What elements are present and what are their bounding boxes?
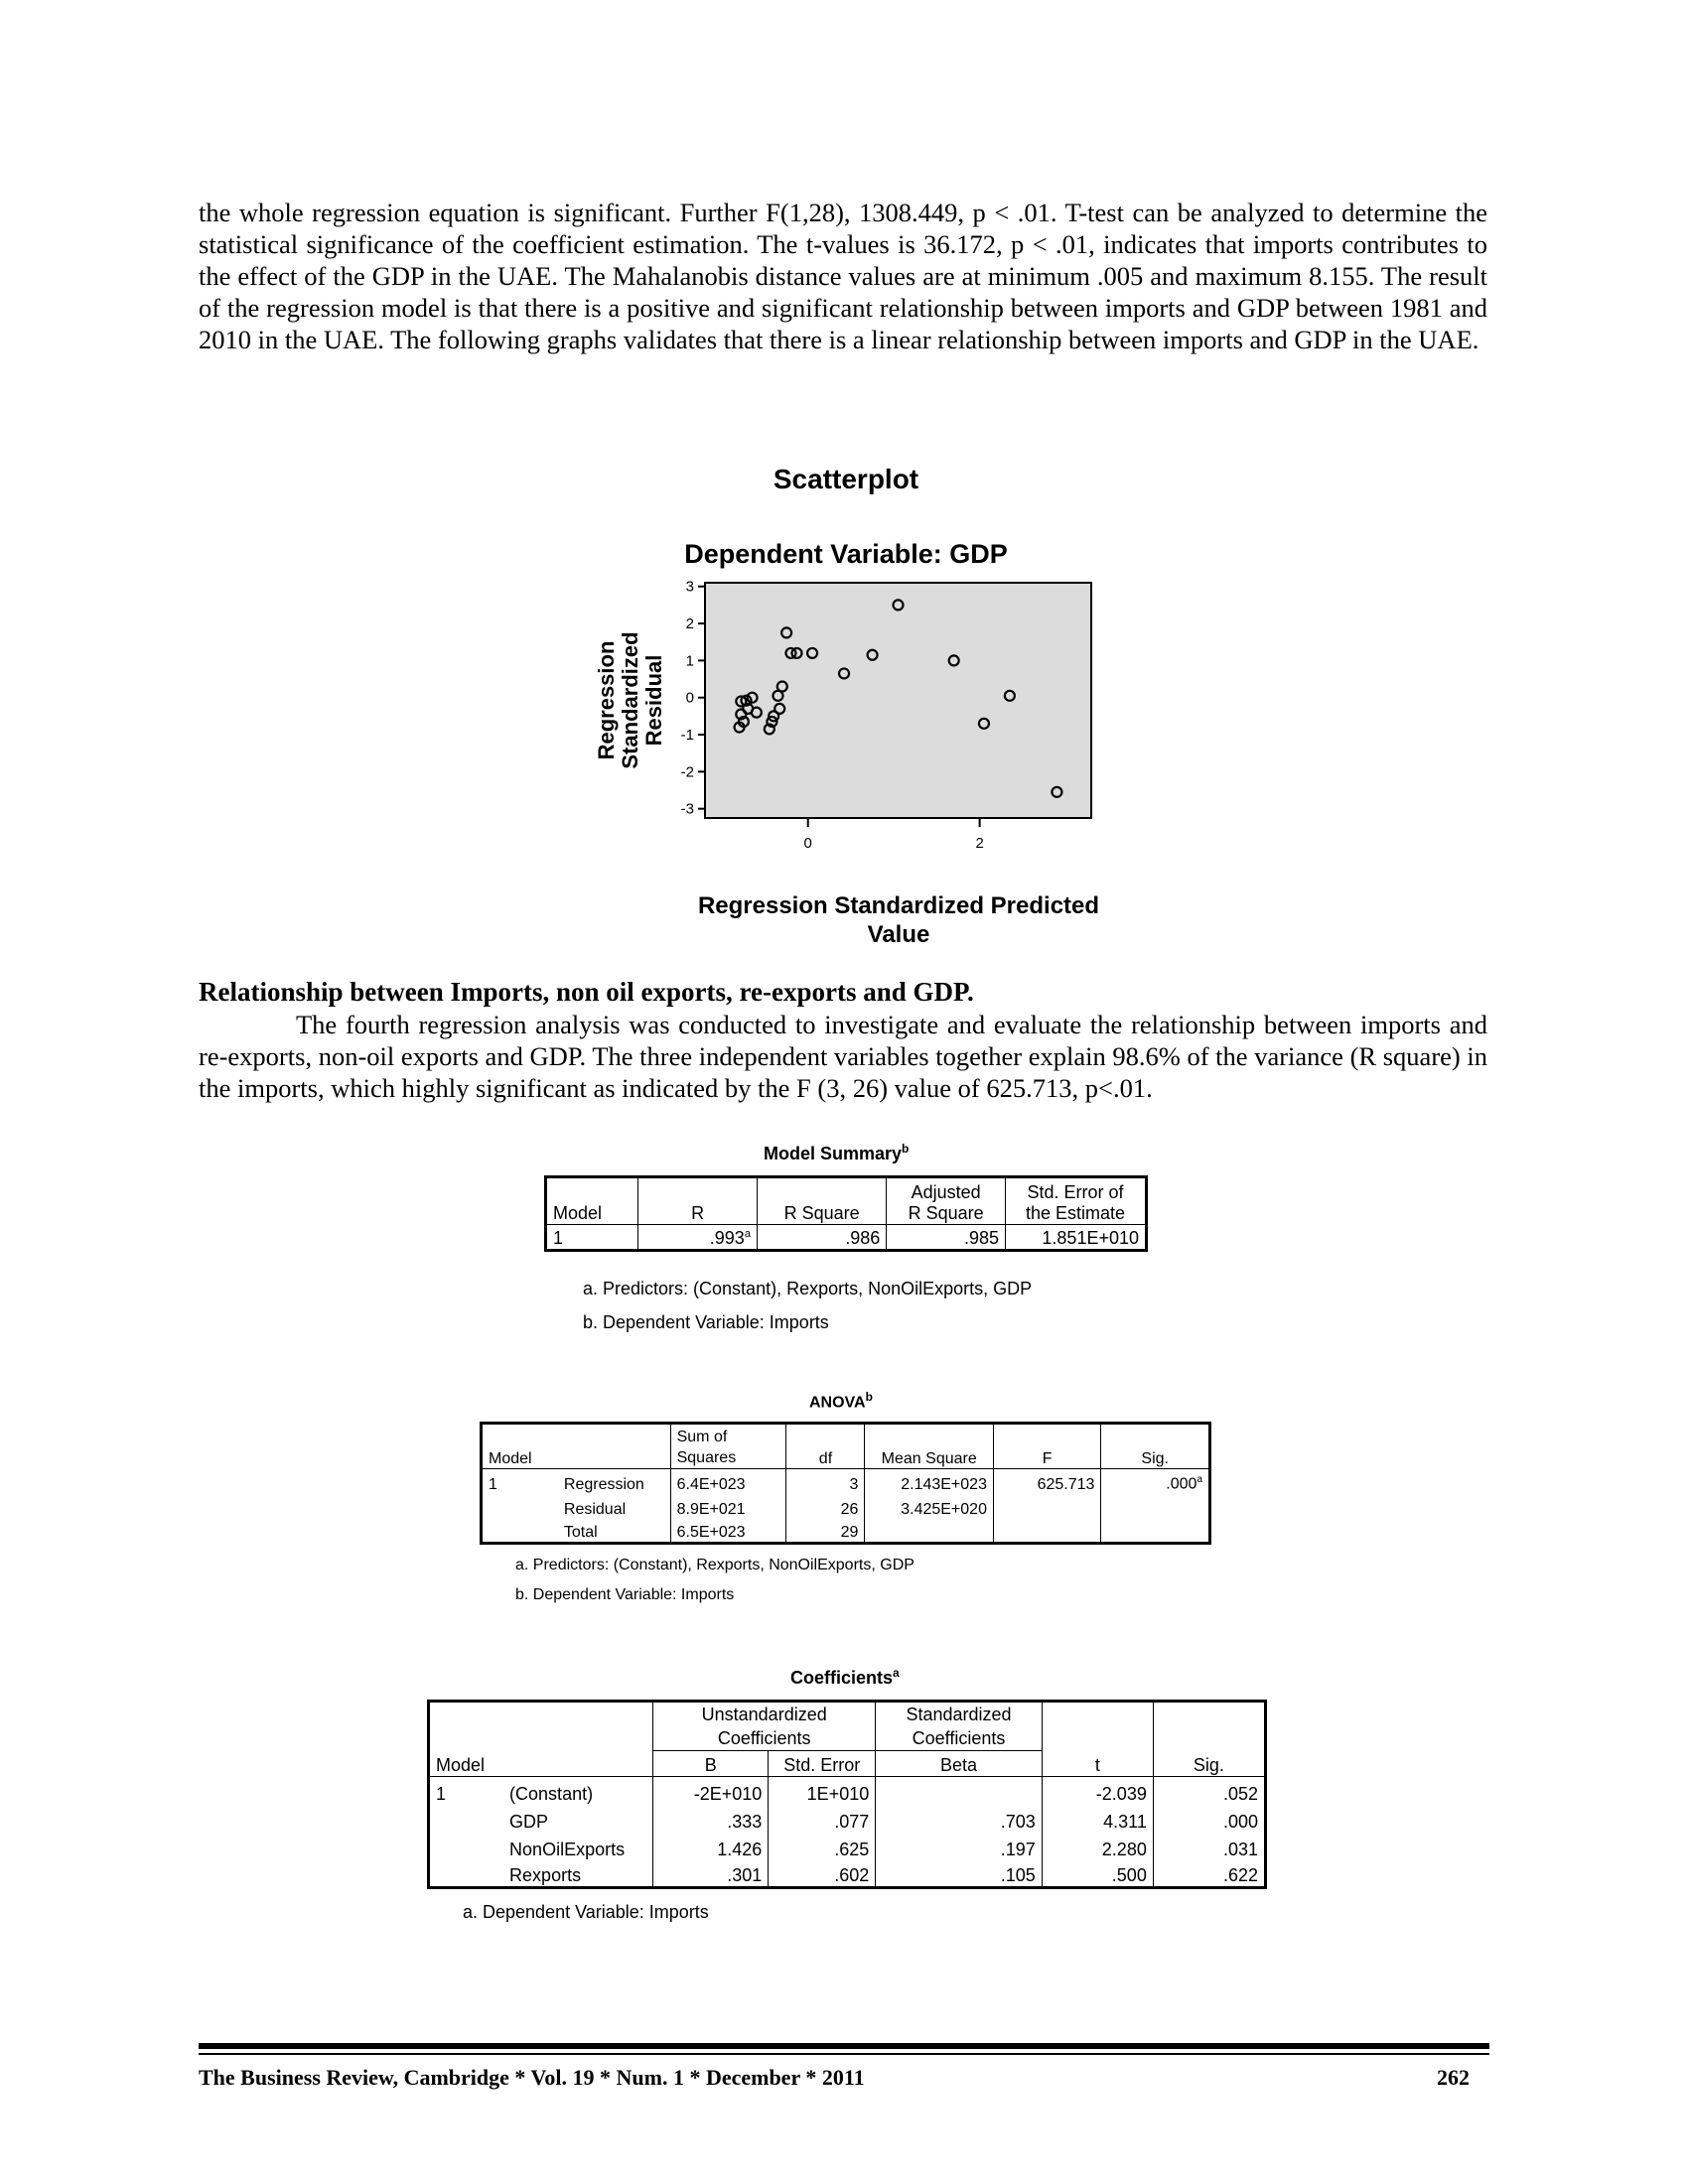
coef-b: -2E+010 (653, 1777, 769, 1805)
anova-header-ms: Mean Square (865, 1424, 994, 1469)
coef-label: NonOilExports (503, 1833, 653, 1860)
coef-beta: .703 (876, 1805, 1043, 1833)
coef-se: 1E+010 (769, 1777, 876, 1805)
ms-note-a: a. Predictors: (Constant), Rexports, NonOilExports, GDP (583, 1279, 1033, 1298)
coef-label: (Constant) (503, 1777, 653, 1805)
ms-cell-rsq: .986 (757, 1225, 886, 1251)
anova-ss: 8.9E+021 (670, 1494, 786, 1519)
anova-ss: 6.4E+023 (670, 1469, 786, 1494)
coef-se: .625 (769, 1833, 876, 1860)
anova-df: 3 (786, 1469, 865, 1494)
coef-header-std: Standardized Coefficients (876, 1702, 1043, 1751)
anova-model (482, 1519, 558, 1544)
anova-label: Total (558, 1519, 670, 1544)
ms-cell-model: 1 (546, 1225, 638, 1251)
footer-rule-thick (199, 2043, 1489, 2049)
coef-header-t: t (1042, 1702, 1153, 1777)
coef-model (429, 1833, 504, 1860)
chart-title: Scatterplot (773, 464, 919, 494)
y-axis-label-line: Regression (594, 640, 619, 760)
footer-rule-thin (199, 2053, 1489, 2055)
coef-b: .333 (653, 1805, 769, 1833)
y-tick-label: -3 (680, 800, 694, 818)
anova-header-df: df (786, 1424, 865, 1469)
ms-header-model: Model (546, 1177, 638, 1225)
coef-sig: .000 (1222, 1811, 1258, 1832)
coef-sig: .052 (1222, 1783, 1258, 1804)
coef-header-se: Std. Error (769, 1751, 876, 1777)
coef-model: 1 (436, 1783, 447, 1804)
ms-header-se: Std. Error of the Estimate (1025, 1182, 1126, 1223)
anova-label: Regression (558, 1469, 670, 1494)
footer-journal: The Business Review, Cambridge * Vol. 19 * Num. 1 * December * 2011 (199, 2065, 865, 2090)
ms-header-adj: Adjusted R Square (887, 1177, 1006, 1225)
y-tick-label: 3 (685, 578, 694, 596)
coef-header-unstd: Unstandardized Coefficients (653, 1702, 876, 1751)
coef-header-beta: Beta (876, 1751, 1043, 1777)
chart-subtitle: Dependent Variable: GDP (684, 539, 1008, 569)
section-paragraph: The fourth regression analysis was conducted to investigate and evaluate the relationship between imports and re-exports, non-oil exports and GDP. The three independent variables together explain 98.6% of the variance (R square) in the imports, which highly significant as indicated by the F (3, 26) value of 625.713, p<.01. (199, 1010, 1487, 1103)
coef-se: .077 (769, 1805, 876, 1833)
anova-f: 625.713 (993, 1469, 1100, 1494)
anova-note-a: a. Predictors: (Constant), Rexports, NonOilExports, GDP (515, 1557, 914, 1573)
coef-beta: .197 (876, 1833, 1043, 1860)
anova-ss: 6.5E+023 (670, 1519, 786, 1544)
ms-note-b: b. Dependent Variable: Imports (583, 1312, 829, 1332)
anova-df: 29 (786, 1519, 865, 1544)
y-axis-label-line: Residual (641, 654, 666, 747)
section-heading: Relationship between Imports, non oil exports, re-exports and GDP. (199, 977, 974, 1007)
coef-b: .301 (653, 1860, 769, 1888)
ms-cell-r: .993$^a$ (638, 1225, 758, 1251)
coef-model (429, 1805, 504, 1833)
coefficients-title: Coefficients$^a$ (790, 1666, 900, 1688)
scatterplot-figure (556, 452, 1112, 968)
anova-table (480, 1422, 1211, 1545)
coef-sig: .031 (1222, 1839, 1258, 1859)
model-summary-title: Model Summary$^b$ (764, 1142, 910, 1163)
coefficients-table (427, 1700, 1267, 1889)
coef-header-model: Model (429, 1702, 653, 1777)
coef-t: -2.039 (1042, 1777, 1153, 1805)
anova-model: 1 (489, 1475, 497, 1493)
coef-model (429, 1860, 504, 1888)
anova-model (482, 1494, 558, 1519)
anova-header-sig: Sig. (1141, 1450, 1169, 1467)
coef-label: GDP (503, 1805, 653, 1833)
coef-note-a: a. Dependent Variable: Imports (463, 1902, 709, 1922)
anova-note-b: b. Dependent Variable: Imports (515, 1586, 735, 1603)
anova-label: Residual (558, 1494, 670, 1519)
anova-ms: 2.143E+023 (865, 1469, 994, 1494)
coef-beta: .105 (876, 1860, 1043, 1888)
page-number: 262 (1437, 2065, 1470, 2090)
anova-ms: 3.425E+020 (865, 1494, 994, 1519)
anova-sig (1101, 1494, 1210, 1519)
ms-cell-adj: .985 (887, 1225, 1006, 1251)
anova-sig: .000$^a$ (1166, 1474, 1202, 1493)
anova-f (993, 1494, 1100, 1519)
coef-b: 1.426 (653, 1833, 769, 1860)
ms-header-rsq: R Square (757, 1177, 886, 1225)
y-tick-label: 0 (685, 689, 694, 707)
y-tick-label: 2 (685, 615, 694, 633)
y-tick-label: 1 (685, 652, 694, 670)
y-tick-label: -2 (680, 763, 694, 781)
intro-paragraph: the whole regression equation is significant. Further F(1,28), 1308.449, p < .01. T-test can be analyzed to determine the statistical significance of the coefficient estimation. The t-values is 36.172, p < .01, indicates that imports contributes to the effect of the GDP in the UAE. The Mahalanobis distance values are at minimum .005 and maximum 8.155. The result of the regression model is that there is a positive and significant relationship between imports and GDP between 1981 and 2010 in the UAE. The following graphs validates that there is a linear relationship between imports and GDP in the UAE. (199, 198, 1487, 354)
plot-area (705, 583, 1091, 818)
y-axis-label-line: Standardized (618, 631, 642, 769)
anova-df: 26 (786, 1494, 865, 1519)
coef-sig: .622 (1222, 1865, 1258, 1885)
coef-se: .602 (769, 1860, 876, 1888)
coef-header-sig: Sig. (1153, 1702, 1265, 1777)
x-tick-label: 2 (975, 835, 984, 852)
x-axis-label-line1: Regression Standardized Predicted (697, 892, 1100, 919)
x-axis-label-line2: Value (867, 921, 930, 948)
ms-header-r: R (638, 1177, 758, 1225)
coef-header-b: B (653, 1751, 769, 1777)
coef-t: 2.280 (1042, 1833, 1153, 1860)
coef-t: .500 (1042, 1860, 1153, 1888)
anova-header-ss: Sum of Squares (670, 1424, 786, 1469)
anova-sig (1101, 1519, 1210, 1544)
coef-t: 4.311 (1042, 1805, 1153, 1833)
ms-cell-se: 1.851E+010 (1042, 1228, 1139, 1248)
anova-header-model: Model (482, 1424, 671, 1469)
y-tick-label: -1 (680, 727, 694, 745)
coef-label: Rexports (503, 1860, 653, 1888)
model-summary-table (544, 1175, 1148, 1252)
x-tick-label: 0 (803, 835, 812, 852)
coef-beta (876, 1777, 1043, 1805)
anova-header-f: F (993, 1424, 1100, 1469)
anova-title: ANOVA$^b$ (809, 1390, 873, 1412)
anova-ms (865, 1519, 994, 1544)
anova-f (993, 1519, 1100, 1544)
